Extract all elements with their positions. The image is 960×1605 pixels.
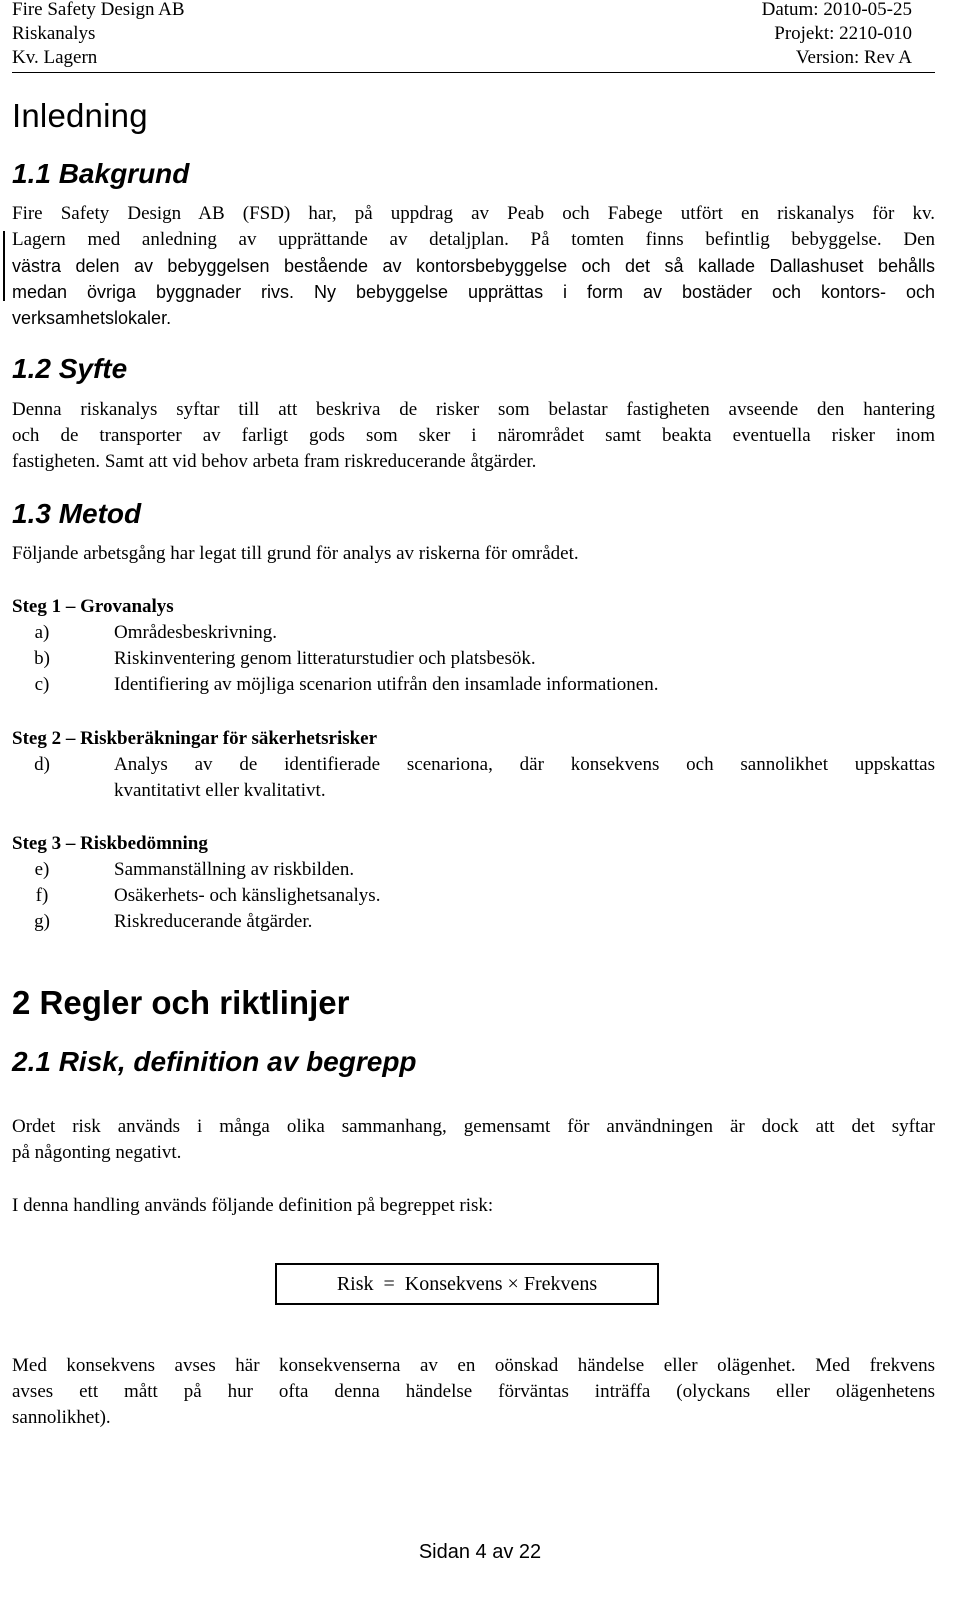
section-2-heading: 2 Regler och riktlinjer <box>12 984 350 1021</box>
list-item <box>12 752 935 804</box>
paragraph-line: Denna riskanalys syftar till att beskriva de risker som belastar fastigheten avseende den hantering <box>12 399 935 420</box>
header-row-2 <box>12 22 912 46</box>
paragraph-line: på någonting negativt. <box>12 1142 182 1163</box>
paragraph-line: medan övriga byggnader rivs. Ny bebyggelse upprättas i form av bostäder och kontors- och <box>12 282 935 302</box>
paragraph-line: västra delen av bebyggelsen bestående av kontorsbebyggelse och det så kallade Dallashuset behålls <box>12 256 935 276</box>
paragraph-line: Fire Safety Design AB (FSD) har, på uppdrag av Peab och Fabege utfört en riskanalys för kv. <box>12 203 935 224</box>
site-name: Kv. Lagern <box>12 47 98 68</box>
paragraph-line: sannolikhet). <box>12 1407 111 1428</box>
section-1-2-heading: 1.2 Syfte <box>12 353 128 384</box>
project-number: Projekt: 2210-010 <box>774 23 912 44</box>
paragraph-line: avses ett mått på hur ofta denna händelse förväntas inträffa (olyckans eller olägenhetens <box>12 1381 935 1402</box>
list-marker: g) <box>34 911 50 932</box>
paragraph-line: verksamhetslokaler. <box>12 308 172 328</box>
document-type: Riskanalys <box>12 23 96 44</box>
document-date: Datum: 2010-05-25 <box>761 0 912 20</box>
list-text: Identifiering av möjliga scenarion utifrån den insamlade informationen. <box>114 674 659 695</box>
list-text: Osäkerhets- och känslighetsanalys. <box>114 885 381 906</box>
list-marker: d) <box>34 754 50 775</box>
header-row-1 <box>12 0 912 22</box>
section-1-3-heading: 1.3 Metod <box>12 498 142 529</box>
step-3-title: Steg 3 – Riskbedömning <box>12 833 208 854</box>
list-marker: a) <box>34 622 50 643</box>
list-marker: c) <box>34 674 50 695</box>
paragraph-line: fastigheten. Samt att vid behov arbeta fram riskreducerande åtgärder. <box>12 451 537 472</box>
page-number: Sidan 4 av 22 <box>418 1541 542 1563</box>
section-2-1-paragraph-2 <box>12 1193 935 1219</box>
step-1-title: Steg 1 – Grovanalys <box>12 596 174 617</box>
intro-heading: Inledning <box>12 97 148 134</box>
section-1-1-heading: 1.1 Bakgrund <box>12 158 190 189</box>
list-marker: f) <box>35 885 49 906</box>
list-text: Områdesbeskrivning. <box>114 622 278 643</box>
risk-formula: Risk = Konsekvens × Frekvens <box>336 1272 598 1295</box>
section-2-1-paragraph-1 <box>12 1114 935 1166</box>
list-marker: e) <box>34 859 50 880</box>
list-text: Riskreducerande åtgärder. <box>114 911 313 932</box>
paragraph-line: I denna handling används följande definition på begreppet risk: <box>12 1195 494 1216</box>
list-text: Sammanställning av riskbilden. <box>114 859 355 880</box>
change-bar <box>3 231 5 301</box>
version-label: Version: Rev A <box>795 47 912 68</box>
list-text: kvantitativt eller kvalitativt. <box>114 780 326 801</box>
section-1-3-intro <box>12 541 935 567</box>
header-row-3 <box>12 46 912 70</box>
company-name: Fire Safety Design AB <box>12 0 185 20</box>
risk-formula-box <box>275 1263 659 1305</box>
paragraph-line: Lagern med anledning av upprättande av detaljplan. På tomten finns befintlig bebyggelse. Den <box>12 229 935 250</box>
header-divider <box>12 72 935 73</box>
section-2-1-heading: 2.1 Risk, definition av begrepp <box>12 1046 417 1077</box>
section-1-1-paragraph <box>12 201 935 331</box>
paragraph-line: Följande arbetsgång har legat till grund för analys av riskerna för området. <box>12 543 579 564</box>
step-2-title: Steg 2 – Riskberäkningar för säkerhetsrisker <box>12 728 378 749</box>
paragraph-line: Ordet risk används i många olika sammanhang, gemensamt för användningen är dock att det syftar <box>12 1116 935 1137</box>
section-1-2-paragraph <box>12 397 935 475</box>
list-text: Riskinventering genom litteraturstudier och platsbesök. <box>114 648 536 669</box>
paragraph-line: Med konsekvens avses här konsekvenserna av en oönskad händelse eller olägenhet. Med frekvens <box>12 1355 935 1376</box>
section-2-1-paragraph-3 <box>12 1353 935 1431</box>
paragraph-line: och de transporter av farligt gods som sker i närområdet samt beakta eventuella risker inom <box>12 425 935 446</box>
list-text: Analys av de identifierade scenariona, där konsekvens och sannolikhet uppskattas <box>114 754 935 775</box>
list-marker: b) <box>34 648 50 669</box>
